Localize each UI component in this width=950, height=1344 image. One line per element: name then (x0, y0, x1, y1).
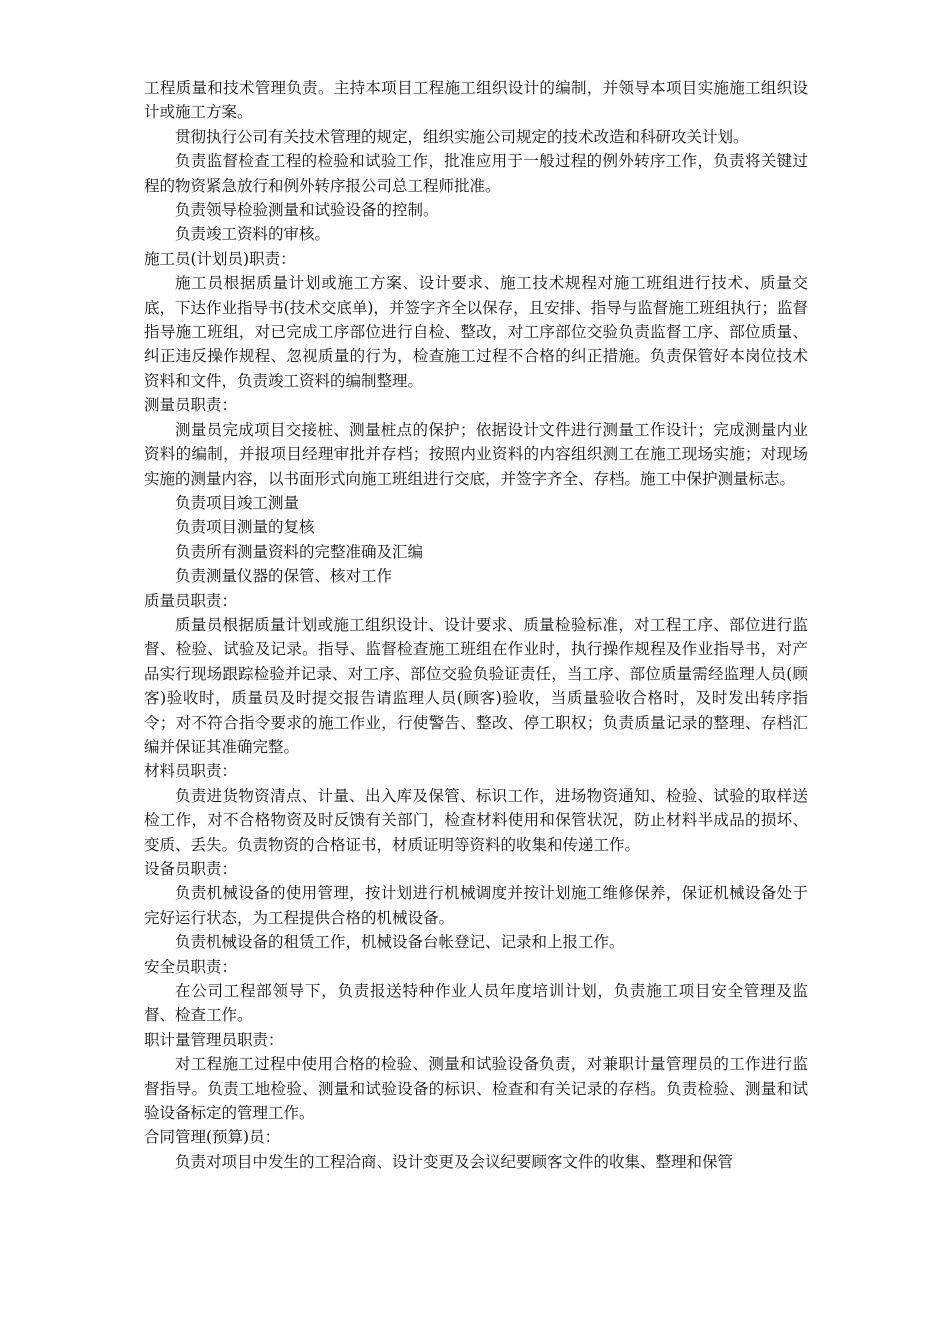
paragraph: 施工员根据质量计划或施工方案、设计要求、施工技术规程对施工班组进行技术、质量交底，下达作业指导书(技术交底单)，并签字齐全以保存，且安排、指导与监督施工班组执行；监督指导施工班组，对已完成工序部位进行自检、整改，对工序部位交验负责监督工序、部位质量、纠正违反操作规程、忽视质量的行为，检查施工过程不合格的纠正措施。负责保管好本岗位技术资料和文件，负责竣工资料的编制整理。 (144, 274, 808, 390)
paragraph: 贯彻执行公司有关技术管理的规定，组织实施公司规定的技术改造和科研攻关计划。 (175, 127, 749, 146)
paragraph: 负责进货物资清点、计量、出入库及保管、标识工作，进场物资通知、检验、试验的取样送检工作，对不合格物资及时反馈有关部门，检查材料使用和保管状况，防止材料半成品的损坏、变质、丢失。负责物资的合格证书，材质证明等资料的收集和传递工作。 (144, 786, 808, 854)
section-heading-construction-worker: 施工员(计划员)职责： (144, 249, 296, 268)
paragraph: 负责机械设备的使用管理，按计划进行机械调度并按计划施工维修保养，保证机械设备处于完好运行状态，为工程提供合格的机械设备。 (144, 884, 808, 927)
paragraph: 负责领导检验测量和试验设备的控制。 (175, 201, 439, 220)
paragraph: 负责竣工资料的审核。 (175, 225, 331, 244)
paragraph: 负责测量仪器的保管、核对工作 (175, 567, 393, 586)
paragraph: 负责项目竣工测量 (175, 493, 300, 512)
paragraph: 对工程施工过程中使用合格的检验、测量和试验设备负责，对兼职计量管理员的工作进行监督指导。负责工地检验、测量和试验设备的标识、检查和有关记录的存档。负责检验、测量和试验设备标定的管理工作。 (144, 1055, 808, 1123)
paragraph: 测量员完成项目交接桩、测量桩点的保护；依据设计文件进行测量工作设计；完成测量内业资料的编制，并报项目经理审批并存档；按照内业资料的内容组织测工在施工现场实施；对现场实施的测量内容，以书面形式向施工班组进行交底，并签字齐全、存档。施工中保护测量标志。 (144, 420, 808, 488)
paragraph: 负责机械设备的租赁工作，机械设备台帐登记、记录和上报工作。 (175, 933, 625, 952)
paragraph: 负责对项目中发生的工程洽商、设计变更及会议纪要顾客文件的收集、整理和保管 (175, 1152, 734, 1171)
section-heading-equipment-officer: 设备员职责： (144, 860, 238, 878)
document-page (144, 76, 808, 1174)
section-heading-materials-officer: 材料员职责： (144, 762, 238, 781)
section-heading-quality-officer: 质量员职责： (144, 591, 238, 610)
paragraph-continuation: 工程质量和技术管理负责。主持本项目工程施工组织设计的编制，并领导本项目实施施工组织设计或施工方案。 (144, 79, 808, 122)
paragraph: 负责监督检查工程的检验和试验工作，批准应用于一般过程的例外转序工作，负责将关键过程的物资紧急放行和例外转序报公司总工程师批准。 (144, 152, 808, 195)
paragraph: 负责所有测量资料的完整准确及汇编 (175, 542, 424, 561)
section-heading-surveyor: 测量员职责： (144, 396, 238, 415)
section-heading-contract-manager: 合同管理(预算)员： (144, 1128, 281, 1147)
paragraph: 负责项目测量的复核 (175, 518, 315, 537)
paragraph: 在公司工程部领导下，负责报送特种作业人员年度培训计划，负责施工项目安全管理及监督、检查工作。 (144, 982, 808, 1025)
paragraph: 质量员根据质量计划或施工组织设计、设计要求、质量检验标准，对工程工序、部位进行监督、检验、试验及记录。指导、监督检查施工班组在作业时，执行操作规程及作业指导书，对产品实行现场跟踪检验并记录、对工序、部位交验负验证责任，当工序、部位质量需经监理人员(顾客)验收时，质量员及时提交报告请监理人员(顾客)验收，当质量验收合格时，及时发出转序指令；对不符合指令要求的施工作业，行使警告、整改、停工职权；负责质量记录的整理、存档汇编并保证其准确完整。 (144, 615, 808, 756)
section-heading-metrology-manager: 职计量管理员职责： (144, 1030, 284, 1049)
section-heading-safety-officer: 安全员职责： (144, 957, 238, 976)
